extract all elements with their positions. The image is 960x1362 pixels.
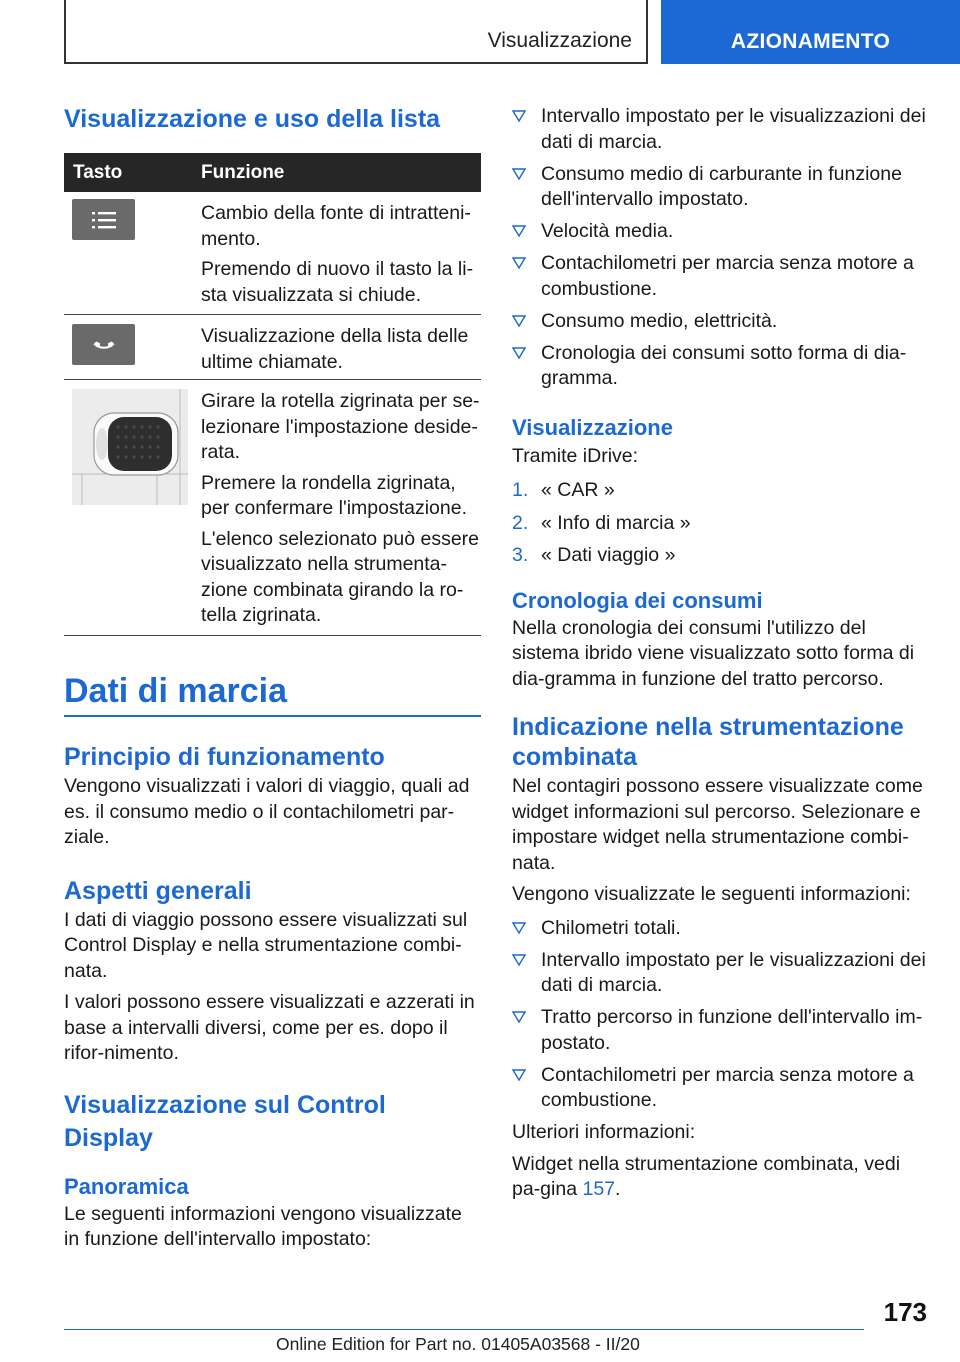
heading-visualizzazione: Visualizzazione	[512, 414, 673, 440]
table-cell-text: Girare la rotella zigrinata per se-lezionare l'impostazione deside-rata.	[201, 390, 480, 463]
table-cell-text: Visualizzazione della lista delle ultime chiamate.	[201, 325, 469, 373]
step-item: 2. « Info di marcia »	[512, 511, 691, 534]
step-item: 3. « Dati viaggio »	[512, 544, 676, 566]
list-menu-icon	[72, 199, 135, 240]
chapter-heading: Dati di marcia	[64, 672, 287, 710]
left-column-lower	[64, 671, 481, 1253]
triangle-bullet-icon	[512, 224, 526, 238]
section-title-list: Visualizzazione e uso della lista	[64, 105, 441, 133]
header-section-title: Visualizzazione	[487, 29, 632, 52]
footer-rule	[64, 1329, 864, 1330]
left-column	[64, 104, 481, 134]
table-header	[64, 153, 481, 192]
heading-indicazione: Indicazione nella strumentazione combinata	[512, 713, 904, 771]
info-list-2	[512, 916, 928, 1114]
heading-panoramica: Panoramica	[64, 1173, 189, 1199]
table-header-key: Tasto	[73, 161, 123, 183]
list-item: Cronologia dei consumi sotto forma di dia-gramma.	[512, 341, 928, 392]
list-item: Chilometri totali.	[512, 916, 928, 942]
controller-knob-icon	[72, 389, 188, 505]
heading-cronologia: Cronologia dei consumi	[512, 587, 763, 613]
table-header-function: Funzione	[201, 161, 285, 183]
heading-principio: Principio di funzionamento	[64, 743, 385, 771]
heading-control-display: Visualizzazione sul Control Display	[64, 1090, 386, 1152]
triangle-bullet-icon	[512, 346, 526, 360]
triangle-bullet-icon	[512, 953, 526, 967]
triangle-bullet-icon	[512, 109, 526, 123]
list-item: Contachilometri per marcia senza motore a combustione.	[512, 1063, 928, 1114]
list-item: Velocità media.	[512, 219, 928, 245]
table-row	[64, 315, 481, 380]
table-cell-text: L'elenco selezionato può essere visualizzato nella strumenta-zione combinata girando la ro-tella zigrinata.	[201, 527, 479, 626]
paragraph: Le seguenti informazioni vengono visualizzate in funzione dell'intervallo impostato:	[64, 1202, 462, 1250]
triangle-bullet-icon	[512, 921, 526, 935]
list-item: Tratto percorso in funzione dell'intervallo im-postato.	[512, 1005, 928, 1056]
paragraph: I dati di viaggio possono essere visualizzati sul Control Display e nella strumentazione combi-nata.	[64, 908, 468, 982]
key-function-table	[64, 153, 481, 636]
right-column	[512, 104, 928, 1203]
paragraph: Tramite iDrive:	[512, 444, 639, 467]
triangle-bullet-icon	[512, 256, 526, 270]
table-cell-text: Cambio della fonte di intratteni-mento.	[201, 202, 471, 250]
paragraph-crossref: Widget nella strumentazione combinata, vedi pa-gina 157.	[512, 1152, 901, 1200]
triangle-bullet-icon	[512, 314, 526, 328]
table-cell-text: Premendo di nuovo il tasto la li-sta visualizzata si chiude.	[201, 258, 474, 306]
table-cell-text: Premere la rondella zigrinata, per confermare l'impostazione.	[201, 471, 468, 519]
footer-edition: Online Edition for Part no. 01405A03568 - II/20	[276, 1334, 640, 1354]
paragraph: Nel contagiri possono essere visualizzate come widget informazioni sul percorso. Selezionare e impostare widget nella strumentazione combi-nata.	[512, 775, 923, 874]
step-item: 1. « CAR »	[512, 479, 615, 501]
page-number: 173	[883, 1297, 927, 1327]
paragraph: I valori possono essere visualizzati e azzerati in base a intervalli diversi, come per es. dopo il rifor-nimento.	[64, 991, 475, 1064]
header-section-box	[64, 0, 648, 64]
list-item: Consumo medio, elettricità.	[512, 309, 928, 335]
list-item: Intervallo impostato per le visualizzazioni dei dati di marcia.	[512, 948, 928, 999]
page-link[interactable]: 157	[582, 1178, 616, 1200]
paragraph: Nella cronologia dei consumi l'utilizzo del sistema ibrido viene visualizzato sotto forma di dia-gramma in funzione del tratto percorso.	[512, 616, 915, 690]
phone-icon	[72, 324, 135, 365]
list-item: Contachilometri per marcia senza motore a combustione.	[512, 251, 928, 302]
heading-aspetti: Aspetti generali	[64, 876, 252, 905]
table-row	[64, 380, 481, 636]
paragraph: Ulteriori informazioni:	[512, 1121, 696, 1143]
heading-rule	[64, 715, 481, 717]
paragraph: Vengono visualizzati i valori di viaggio, quali ad es. il consumo medio o il contachilometri par-ziale.	[64, 775, 470, 848]
triangle-bullet-icon	[512, 1010, 526, 1024]
paragraph: Vengono visualizzate le seguenti informazioni:	[512, 883, 911, 905]
list-item: Consumo medio di carburante in funzione dell'intervallo impostato.	[512, 162, 928, 213]
steps-list	[512, 478, 928, 569]
triangle-bullet-icon	[512, 167, 526, 181]
header-chapter-tab[interactable]: AZIONAMENTO	[661, 0, 960, 64]
triangle-bullet-icon	[512, 1068, 526, 1082]
table-row	[64, 192, 481, 315]
info-list-1	[512, 104, 928, 392]
list-item: Intervallo impostato per le visualizzazioni dei dati di marcia.	[512, 104, 928, 155]
